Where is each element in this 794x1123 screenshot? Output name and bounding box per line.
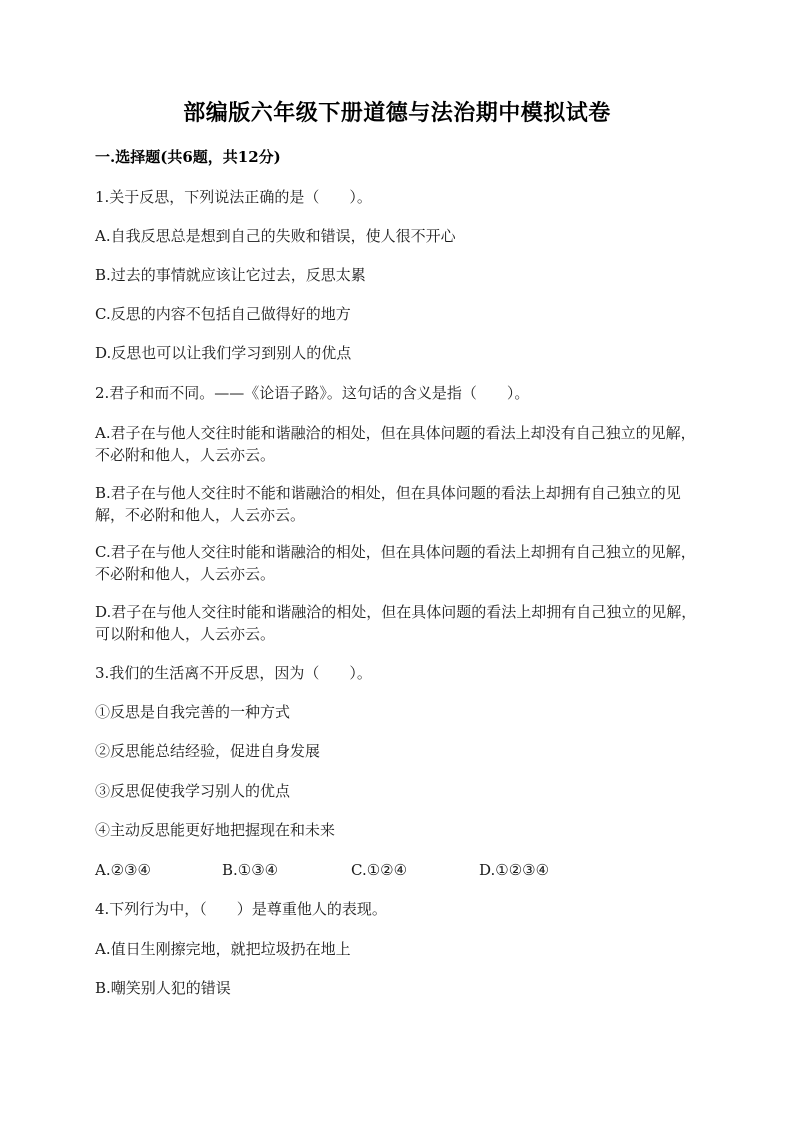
question-3-option-b: B.①③④ (222, 861, 279, 879)
question-3-statement-4: ④主动反思能更好地把握现在和未来 (95, 821, 336, 839)
question-4-option-a: A.值日生刚擦完地，就把垃圾扔在地上 (95, 940, 351, 958)
question-2-option-d: D.君子在与他人交往时能和谐融洽的相处，但在具体问题的看法上却拥有自己独立的见解，可以附和他人，人云亦云。 (95, 603, 697, 643)
question-2-option-a: A.君子在与他人交往时能和谐融洽的相处，但在具体问题的看法上却没有自己独立的见解，不必附和他人，人云亦云。 (95, 424, 696, 464)
question-2-stem: 2.君子和而不同。——《论语子路》。这句话的含义是指（ ）。 (95, 384, 530, 402)
question-1-option-d: D.反思也可以让我们学习到别人的优点 (95, 344, 352, 362)
question-1-option-a: A.自我反思总是想到自己的失败和错误，使人很不开心 (95, 227, 456, 245)
question-3-statement-1: ①反思是自我完善的一种方式 (95, 703, 291, 721)
question-3-option-c: C.①②④ (351, 861, 408, 879)
question-3-option-a: A.②③④ (95, 861, 151, 879)
question-3-statement-2: ②反思能总结经验，促进自身发展 (95, 742, 321, 760)
question-2-option-c: C.君子在与他人交往时能和谐融洽的相处，但在具体问题的看法上却拥有自己独立的见解，不必附和他人，人云亦云。 (95, 543, 696, 583)
exam-title: 部编版六年级下册道德与法治期中模拟试卷 (183, 100, 611, 126)
question-3-options-row (95, 859, 705, 881)
question-3-stem: 3.我们的生活离不开反思，因为（ ）。 (95, 664, 372, 682)
question-4-stem: 4.下列行为中，（ ）是尊重他人的表现。 (95, 900, 387, 918)
question-4-option-b: B.嘲笑别人犯的错误 (95, 979, 231, 997)
question-2-option-b: B.君子在与他人交往时不能和谐融洽的相处，但在具体问题的看法上却拥有自己独立的见解，不必附和他人，人云亦云。 (95, 484, 681, 524)
question-1-option-b: B.过去的事情就应该让它过去，反思太累 (95, 266, 366, 284)
question-3-option-d: D.①②③④ (479, 861, 550, 879)
section-heading: 一.选择题(共6题，共12分) (95, 148, 281, 166)
question-1-option-c: C.反思的内容不包括自己做得好的地方 (95, 305, 351, 323)
question-3-statement-3: ③反思促使我学习别人的优点 (95, 782, 291, 800)
question-1-stem: 1.关于反思，下列说法正确的是（ ）。 (95, 188, 372, 206)
